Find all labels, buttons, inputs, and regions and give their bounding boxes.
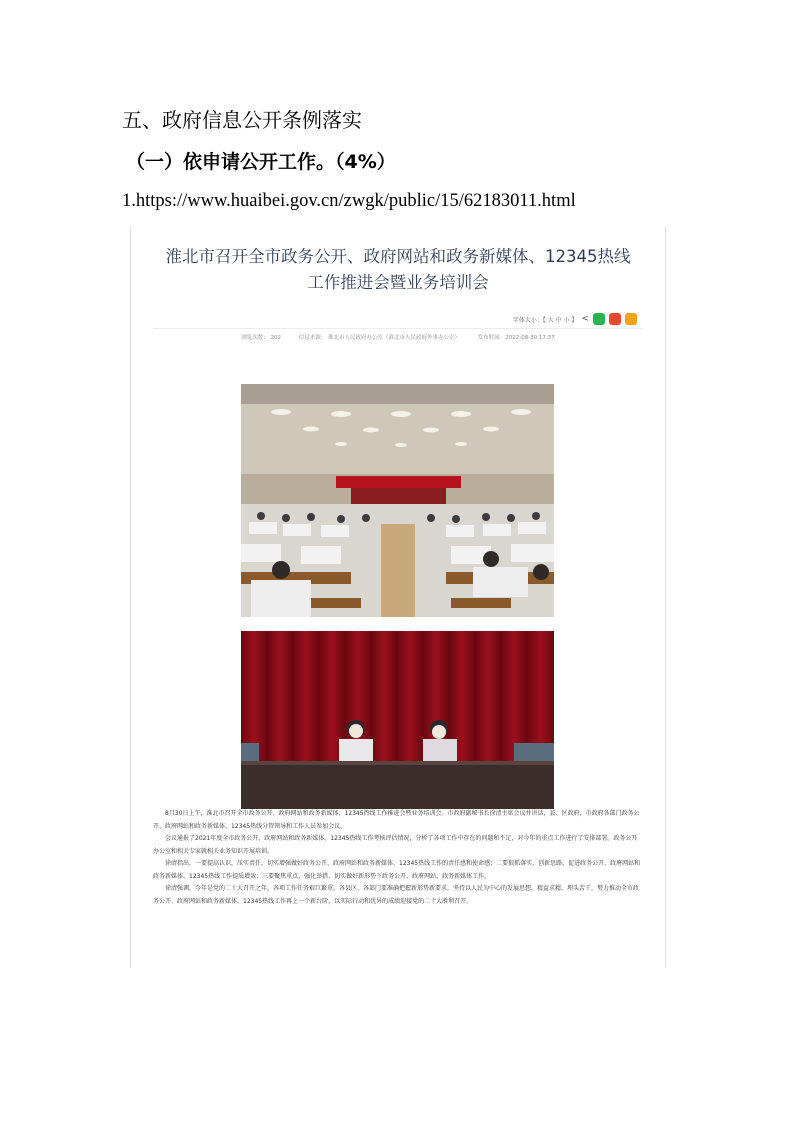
font-size-selector[interactable]: 字体大小：【 大 中 小 】 — [512, 316, 578, 324]
article-title — [131, 244, 665, 296]
article-meta — [153, 328, 643, 341]
share-icon[interactable]: < — [581, 314, 589, 324]
publish-time: 发布时间：2022-08-30 17:37 — [477, 335, 555, 341]
view-count: 浏览次数： 202 — [241, 335, 281, 341]
article-paragraph: 徐清强调，今年是党的二十大召开之年，各项工作任务艰巨繁重。各县区、各部门要准确把握新形势新要求，坚持以人民为中心的发展思想，精益求精，埋头苦干，努力推动全市政务公开、政府网站和政务新媒体、12345热线工作再上一个新台阶，以实际行动和优异的成绩迎接党的二十大胜利召开。 — [153, 885, 640, 905]
rostrum-photo — [241, 631, 554, 809]
source-url: 1.https://www.huaibei.gov.cn/zwgk/public/15/62183011.html — [122, 191, 576, 211]
article-toolbar — [513, 312, 637, 326]
article-body — [153, 808, 643, 908]
section-heading: 五、政府信息公开条例落实 — [122, 108, 362, 132]
article-title-line-2: 工作推进会暨业务培训会 — [307, 273, 489, 292]
article-screenshot — [130, 226, 666, 968]
article-title-line-1: 淮北市召开全市政务公开、政府网站和政务新媒体、12345热线 — [165, 247, 631, 266]
article-paragraph: 徐清指出，一要提高认识，压实责任，切实增强做好政务公开、政府网站和政务新媒体、12345热线工作的责任感和使命感；二要狠抓落实，创新思路，促进政务公开、政府网站和政务新媒体、12345热线工作提质增效；三要聚焦重点，强化举措，切实做好新形势下政务公开、政府网站、政务新媒体工作。 — [153, 860, 641, 880]
meeting-hall-photo — [241, 384, 554, 617]
article-paragraph: 8月30日上午，淮北市召开全市政务公开、政府网站和政务新媒体、12345热线工作推进会暨业务培训会。市政府副秘书长徐清主席会议并讲话，县、区政府，市政府各部门政务公开、政府网站和政务新媒体、12345热线分管领导和工作人员参加会议。 — [153, 810, 640, 830]
weibo-icon[interactable] — [609, 313, 621, 325]
qzone-icon[interactable] — [625, 313, 637, 325]
subsection-heading: （一）依申请公开工作。（4%） — [126, 151, 396, 173]
article-paragraph: 会议通报了2021年度全市政务公开、政府网站和政务新媒体、12345热线工作考核评估情况，分析了各项工作中存在的问题和不足，对今年的重点工作进行了安排部署。政务公开办公室和相关专家就相关业务知识开展培训。 — [153, 835, 638, 855]
info-source: 信息来源： 淮北市人民政府办公室（淮北市人民政府外事办公室） — [298, 335, 460, 341]
wechat-icon[interactable] — [593, 313, 605, 325]
